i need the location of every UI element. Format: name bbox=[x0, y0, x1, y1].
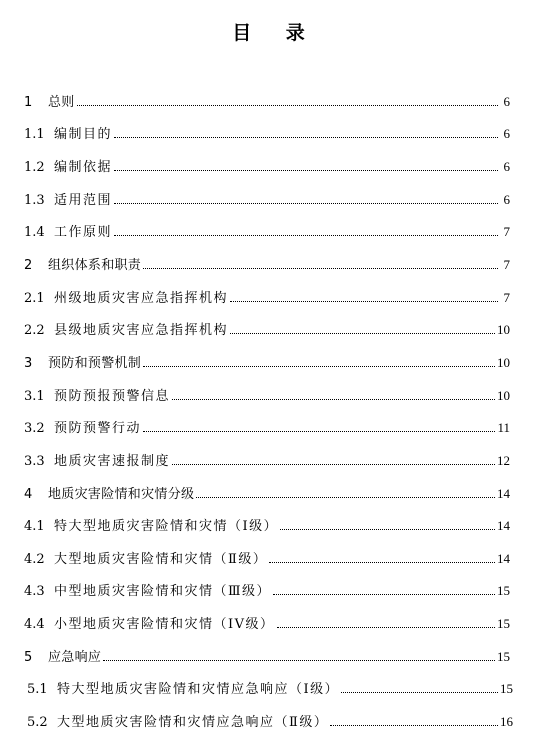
toc-entry[interactable] bbox=[24, 116, 510, 142]
dot-leader bbox=[143, 268, 498, 269]
toc-entry-number: 3.3 bbox=[24, 454, 45, 469]
toc-entry-number: 1 bbox=[24, 95, 33, 110]
toc-entry[interactable] bbox=[24, 541, 510, 567]
dot-leader bbox=[280, 529, 495, 530]
toc-entry[interactable] bbox=[24, 410, 510, 436]
toc-entry-title: 预防预警行动 bbox=[54, 421, 142, 436]
toc-entry[interactable] bbox=[24, 639, 510, 665]
toc-entry-title: 组织体系和职责 bbox=[48, 258, 142, 273]
toc-entry-title: 预防和预警机制 bbox=[48, 356, 142, 371]
toc-entry-number: 1.4 bbox=[24, 225, 45, 240]
dot-leader bbox=[103, 660, 495, 661]
toc-entry-page-number: 14 bbox=[497, 486, 510, 501]
toc-entry-title: 地质灾害速报制度 bbox=[54, 454, 171, 469]
dot-leader bbox=[143, 366, 495, 367]
toc-entry[interactable] bbox=[27, 704, 513, 730]
toc-entry-page-number: 12 bbox=[497, 453, 510, 468]
toc-entry-page-number: 6 bbox=[503, 159, 510, 174]
toc-entry[interactable] bbox=[27, 671, 513, 697]
dot-leader bbox=[114, 137, 498, 138]
page-title: 目 录 bbox=[232, 22, 319, 44]
dot-leader bbox=[114, 170, 498, 171]
toc-entry[interactable] bbox=[24, 182, 510, 208]
toc-entry-title: 特大型地质灾害险情和灾情（I级） bbox=[54, 519, 279, 534]
dot-leader bbox=[172, 399, 495, 400]
toc-entry[interactable] bbox=[24, 508, 510, 534]
toc-entry[interactable] bbox=[24, 345, 510, 371]
toc-entry-title: 适用范围 bbox=[54, 193, 113, 208]
toc-entry-number: 4.3 bbox=[24, 584, 45, 599]
toc-entry-number: 5.2 bbox=[27, 715, 48, 730]
toc-entry-title: 应急响应 bbox=[48, 650, 102, 665]
toc-entry[interactable] bbox=[24, 443, 510, 469]
dot-leader bbox=[172, 464, 495, 465]
toc-entry-number: 1.1 bbox=[24, 127, 45, 142]
dot-leader bbox=[230, 333, 495, 334]
toc-entry-title: 大型地质灾害险情和灾情应急响应（Ⅱ级） bbox=[57, 715, 329, 730]
toc-entry[interactable] bbox=[24, 149, 510, 175]
toc-entry-title: 小型地质灾害险情和灾情（IV级） bbox=[54, 617, 275, 632]
toc-entry-number: 4.1 bbox=[24, 519, 45, 534]
dot-leader bbox=[277, 627, 495, 628]
toc-entry-number: 1.3 bbox=[24, 193, 45, 208]
toc-entry-page-number: 15 bbox=[497, 583, 510, 598]
toc-entry-page-number: 15 bbox=[497, 649, 510, 664]
dot-leader bbox=[143, 431, 495, 432]
toc-entry-number: 2 bbox=[24, 258, 33, 273]
toc-entry-page-number: 16 bbox=[500, 714, 513, 729]
toc-entry-page-number: 15 bbox=[500, 681, 513, 696]
toc-entry[interactable] bbox=[24, 378, 510, 404]
toc-entry-number: 2.1 bbox=[24, 291, 45, 306]
toc-entry-page-number: 14 bbox=[497, 551, 510, 566]
toc-entry-number: 2.2 bbox=[24, 323, 45, 338]
toc-entry-number: 1.2 bbox=[24, 160, 45, 175]
toc-entry[interactable] bbox=[24, 573, 510, 599]
toc-entry-page-number: 6 bbox=[503, 126, 510, 141]
toc-entry[interactable] bbox=[24, 312, 510, 338]
toc-entry-page-number: 10 bbox=[497, 322, 510, 337]
toc-entry-number: 4.4 bbox=[24, 617, 45, 632]
dot-leader bbox=[77, 105, 498, 106]
dot-leader bbox=[269, 562, 495, 563]
toc-entry-number: 5 bbox=[24, 650, 33, 665]
dot-leader bbox=[230, 301, 498, 302]
dot-leader bbox=[273, 594, 495, 595]
toc-entry-number: 4.2 bbox=[24, 552, 45, 567]
toc-entry-title: 编制目的 bbox=[54, 127, 113, 142]
toc-entry[interactable] bbox=[24, 84, 510, 110]
dot-leader bbox=[341, 692, 498, 693]
dot-leader bbox=[330, 725, 498, 726]
toc-entry-title: 工作原则 bbox=[54, 225, 113, 240]
toc-entry-number: 3 bbox=[24, 356, 33, 371]
toc-entry-title: 预防预报预警信息 bbox=[54, 389, 171, 404]
toc-entry-page-number: 6 bbox=[503, 94, 510, 109]
toc-entry-title: 总则 bbox=[48, 95, 75, 110]
toc-entry[interactable] bbox=[24, 476, 510, 502]
toc-entry-page-number: 7 bbox=[503, 224, 510, 239]
toc-entry-number: 3.1 bbox=[24, 389, 45, 404]
dot-leader bbox=[114, 235, 498, 236]
toc-entry-page-number: 10 bbox=[497, 355, 510, 370]
toc-entry[interactable] bbox=[24, 606, 510, 632]
toc-entry-title: 特大型地质灾害险情和灾情应急响应（I级） bbox=[57, 682, 340, 697]
toc-entry-number: 4 bbox=[24, 487, 33, 502]
toc-entry-title: 中型地质灾害险情和灾情（Ⅲ级） bbox=[54, 584, 272, 599]
toc-entry[interactable] bbox=[24, 280, 510, 306]
toc-entry-page-number: 7 bbox=[503, 290, 510, 305]
dot-leader bbox=[196, 497, 495, 498]
toc-entry-title: 编制依据 bbox=[54, 160, 113, 175]
toc-entry-title: 地质灾害险情和灾情分级 bbox=[48, 487, 195, 502]
toc-entry[interactable] bbox=[24, 214, 510, 240]
toc-entry-title: 大型地质灾害险情和灾情（Ⅱ级） bbox=[54, 552, 268, 567]
toc-entry-page-number: 6 bbox=[503, 192, 510, 207]
toc-entry-title: 州级地质灾害应急指挥机构 bbox=[54, 291, 229, 306]
toc-entry-title: 县级地质灾害应急指挥机构 bbox=[54, 323, 229, 338]
toc-entry-page-number: 14 bbox=[497, 518, 510, 533]
toc-entry[interactable] bbox=[24, 247, 510, 273]
dot-leader bbox=[114, 203, 498, 204]
toc-entry-number: 5.1 bbox=[27, 682, 48, 697]
toc-entry-page-number: 10 bbox=[497, 388, 510, 403]
toc-entry-number: 3.2 bbox=[24, 421, 45, 436]
toc-entry-page-number: 7 bbox=[503, 257, 510, 272]
toc-entry-page-number: 15 bbox=[497, 616, 510, 631]
toc-entry-page-number: 11 bbox=[497, 420, 510, 435]
